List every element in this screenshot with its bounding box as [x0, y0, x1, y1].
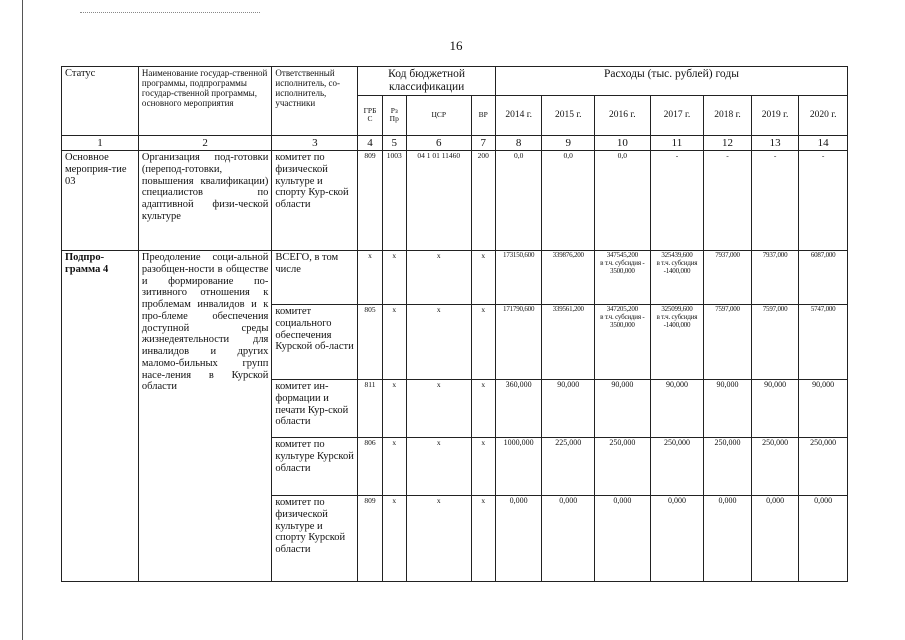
row-value-2014: 360,000: [495, 380, 542, 438]
column-number: 12: [704, 135, 752, 150]
row-value-2018: 0,000: [704, 496, 752, 582]
row-vr: х: [471, 251, 495, 305]
row-responsible: комитет по физической культуре и спорту Кур-ской области: [272, 151, 358, 251]
column-number: 8: [495, 135, 542, 150]
row-value-2014: 1000,000: [495, 438, 542, 496]
row-rzpr: х: [382, 305, 406, 380]
row-value-2017: 250,000: [650, 438, 704, 496]
row-status: Подпро-грамма 4: [62, 251, 139, 582]
row-value-2019: 250,000: [751, 438, 799, 496]
row-value-2019: 7597,000: [751, 305, 799, 380]
column-numbers-row: [62, 135, 848, 150]
row-grbs: 805: [358, 305, 382, 380]
row-grbs: 809: [358, 151, 382, 251]
row-value-2015: 339876,200: [542, 251, 595, 305]
row-rzpr: 1003: [382, 151, 406, 251]
header-status: Статус: [62, 67, 139, 136]
amount: 325439,600: [661, 251, 693, 260]
row-value-2015: 0,000: [542, 496, 595, 582]
row-value-2014: 171790,600: [495, 305, 542, 380]
column-number: 3: [272, 135, 358, 150]
row-value-2017: 90,000: [650, 380, 704, 438]
row-value-2020: 90,000: [799, 380, 848, 438]
row-responsible: комитет по культуре Курской области: [272, 438, 358, 496]
row-csr: 04 1 01 11460: [406, 151, 471, 251]
row-value-2020: 0,000: [799, 496, 848, 582]
row-program-name: Организация под-готовки (перепод-готовки, повышения квалификации) специалистов по адаптивной физи-ческой культуре: [138, 151, 272, 251]
budget-table: [61, 66, 848, 582]
page-number: 16: [449, 38, 463, 53]
row-csr: х: [406, 251, 471, 305]
row-value-2019: 90,000: [751, 380, 799, 438]
row-csr: х: [406, 438, 471, 496]
row-value: 0,0: [595, 151, 651, 251]
row-responsible: комитет ин-формации и печати Кур-ской области: [272, 380, 358, 438]
row-rzpr: х: [382, 251, 406, 305]
subsidy-note: в т.ч. субсидия -1400,000: [656, 258, 698, 275]
row-value-2020: 250,000: [799, 438, 848, 496]
row-value: -: [751, 151, 799, 251]
row-value-2016: 90,000: [595, 380, 651, 438]
row-value-2015: 339561,200: [542, 305, 595, 380]
row-value-2016: 250,000: [595, 438, 651, 496]
column-number: 14: [799, 135, 848, 150]
row-responsible: комитет по физической культуре и спорту Курской области: [272, 496, 358, 582]
row-value-2016: [595, 305, 651, 380]
header-year: 2015 г.: [542, 95, 595, 135]
table-row-main-event-03: [62, 151, 848, 251]
header-responsible: Ответственный исполнитель, со-исполнитель, участники: [272, 67, 358, 136]
row-responsible: ВСЕГО, в том числе: [272, 251, 358, 305]
header-program-name: Наименование государ-ственной программы, подпрограммы государ-ственной программы, основного мероприятия: [138, 67, 272, 136]
row-value-2015: 90,000: [542, 380, 595, 438]
row-value-2020: 5747,000: [799, 305, 848, 380]
header-year: 2016 г.: [595, 95, 651, 135]
row-vr: х: [471, 496, 495, 582]
header-row: [62, 67, 848, 96]
row-value: -: [799, 151, 848, 251]
row-value-2014: 0,000: [495, 496, 542, 582]
column-number: 11: [650, 135, 704, 150]
row-value-2016: [595, 251, 651, 305]
row-value-2019: 0,000: [751, 496, 799, 582]
column-number: 2: [138, 135, 272, 150]
row-value-2018: 90,000: [704, 380, 752, 438]
header-expenses: Расходы (тыс. рублей) годы: [495, 67, 847, 96]
row-grbs: 806: [358, 438, 382, 496]
header-year: 2019 г.: [751, 95, 799, 135]
row-value-2019: 7937,000: [751, 251, 799, 305]
header-year: 2018 г.: [704, 95, 752, 135]
row-vr: х: [471, 380, 495, 438]
row-value-2014: 173150,600: [495, 251, 542, 305]
row-value-2018: 7937,000: [704, 251, 752, 305]
row-value-2018: 250,000: [704, 438, 752, 496]
row-responsible: комитет социального обеспечения Курской об-ласти: [272, 305, 358, 380]
column-number: 7: [471, 135, 495, 150]
row-value-2017: [650, 305, 704, 380]
row-value-2016: 0,000: [595, 496, 651, 582]
row-value-2020: 6087,000: [799, 251, 848, 305]
header-grbs: ГРБ С: [358, 95, 382, 135]
row-value-2017: 0,000: [650, 496, 704, 582]
subsidy-note: в т.ч. субсидия -1400,000: [656, 312, 698, 329]
column-number: 13: [751, 135, 799, 150]
row-grbs: 811: [358, 380, 382, 438]
column-number: 9: [542, 135, 595, 150]
row-grbs: х: [358, 251, 382, 305]
row-value: 0,0: [542, 151, 595, 251]
header-budget-code: Код бюджетной классификации: [358, 67, 496, 96]
row-rzpr: х: [382, 380, 406, 438]
row-value: -: [704, 151, 752, 251]
row-value: 0,0: [495, 151, 542, 251]
row-vr: х: [471, 305, 495, 380]
header-year: 2020 г.: [799, 95, 848, 135]
row-csr: х: [406, 305, 471, 380]
row-rzpr: х: [382, 438, 406, 496]
amount: 347545,200: [606, 251, 638, 260]
row-status: Основное мероприя-тие 03: [62, 151, 139, 251]
row-csr: х: [406, 380, 471, 438]
column-number: 4: [358, 135, 382, 150]
row-vr: 200: [471, 151, 495, 251]
header-csr: ЦСР: [406, 95, 471, 135]
column-number: 5: [382, 135, 406, 150]
row-rzpr: х: [382, 496, 406, 582]
subsidy-note: в т.ч. субсидия - 3500,000: [600, 258, 645, 275]
row-value-2018: 7597,000: [704, 305, 752, 380]
header-year: 2014 г.: [495, 95, 542, 135]
column-number: 6: [406, 135, 471, 150]
column-number: 1: [62, 135, 139, 150]
page-left-edge: [22, 0, 23, 640]
row-csr: х: [406, 496, 471, 582]
row-value-2017: [650, 251, 704, 305]
subsidy-note: в т.ч. субсидия - 3500,000: [600, 312, 645, 329]
header-year: 2017 г.: [650, 95, 704, 135]
amount: 325099,600: [661, 305, 693, 314]
row-vr: х: [471, 438, 495, 496]
header-rzpr: Рз Пр: [382, 95, 406, 135]
row-program-name: Преодоление соци-альной разобщен-ности в обществе и формирование по-зитивного отношения к проблемам инвалидов и к про-блеме обеспечения доступной среды жизнедеятельности для инвалидов и других маломо-бильных групп насе-ления в Курской области: [138, 251, 272, 582]
row-value: -: [650, 151, 704, 251]
column-number: 10: [595, 135, 651, 150]
amount: 347205,200: [606, 305, 638, 314]
scan-artifact-line: [80, 12, 260, 13]
header-vr: ВР: [471, 95, 495, 135]
row-grbs: 809: [358, 496, 382, 582]
row-value-2015: 225,000: [542, 438, 595, 496]
table-row-subprogram-total: [62, 251, 848, 305]
